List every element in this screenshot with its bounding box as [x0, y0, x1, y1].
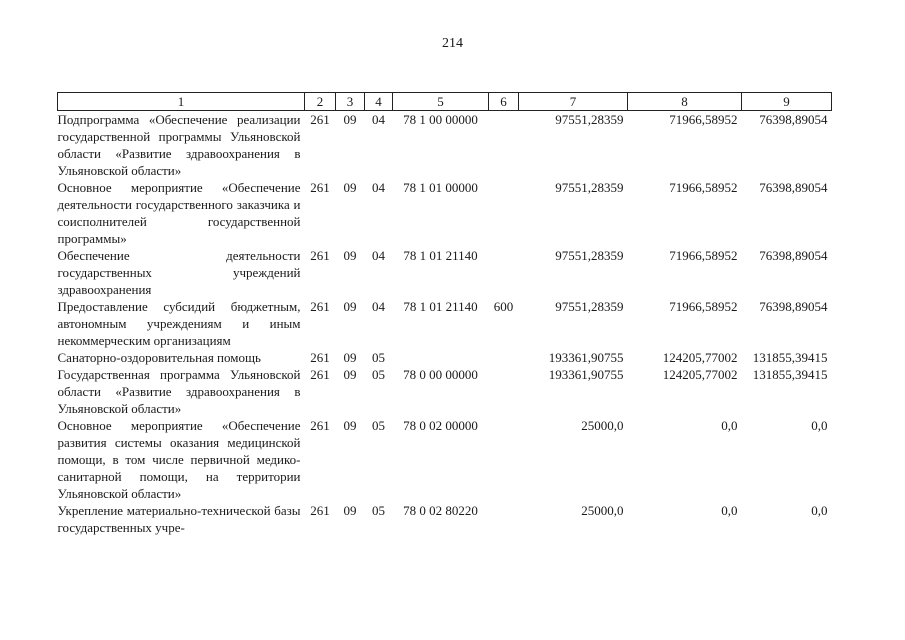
row-amount-8: 0,0 — [721, 503, 738, 518]
row-code-3: 09 — [343, 503, 357, 518]
page-number: 214 — [442, 36, 463, 51]
row-amount-9: 76398,89054 — [759, 299, 828, 314]
row-name: Предоставление субсидий бюджетным, автономным учреждениям и иным некоммерческим организациям — [57, 299, 301, 348]
header-col-9: 9 — [742, 93, 832, 111]
row-code-5 — [393, 349, 489, 366]
row-code-2: 261 — [310, 418, 330, 433]
table-row — [58, 111, 832, 180]
row-name: Государственная программа Ульяновской области «Развитие здравоохранения в Ульяновской области» — [57, 367, 301, 416]
row-code-6: 600 — [493, 299, 514, 314]
row-amount-7: 97551,28359 — [555, 299, 624, 314]
header-col-6: 6 — [489, 93, 519, 111]
row-code-6 — [489, 179, 519, 247]
row-code-6 — [489, 349, 519, 366]
row-code-4: 04 — [372, 180, 385, 195]
budget-table — [57, 92, 832, 536]
row-amount-8: 0,0 — [721, 418, 738, 433]
row-code-2: 261 — [310, 503, 330, 518]
row-amount-9: 76398,89054 — [759, 248, 828, 263]
row-code-3: 09 — [343, 418, 357, 433]
row-code-5: 78 0 02 80220 — [403, 503, 478, 518]
row-code-2: 261 — [310, 367, 330, 382]
row-amount-9: 76398,89054 — [759, 112, 828, 127]
row-amount-7: 193361,90755 — [548, 367, 624, 382]
row-amount-9: 0,0 — [811, 503, 828, 518]
row-code-4: 05 — [372, 367, 385, 382]
row-amount-8: 71966,58952 — [669, 112, 738, 127]
row-code-3: 09 — [343, 350, 357, 365]
row-name: Обеспечение деятельности государственных учреждений здравоохранения — [57, 248, 301, 297]
table-row — [58, 179, 832, 247]
table-row — [58, 502, 832, 536]
row-code-4: 04 — [372, 112, 385, 127]
row-code-6 — [489, 111, 519, 180]
row-code-4: 05 — [372, 418, 385, 433]
row-code-6 — [489, 366, 519, 417]
table-row — [58, 349, 832, 366]
row-code-4: 05 — [372, 350, 385, 365]
row-code-6 — [489, 502, 519, 536]
row-code-5: 78 0 00 00000 — [403, 367, 478, 382]
row-name: Укрепление материально-технической базы государственных учре- — [57, 503, 301, 535]
row-code-2: 261 — [310, 350, 330, 365]
row-code-2: 261 — [310, 299, 330, 314]
row-amount-7: 25000,0 — [581, 418, 624, 433]
row-code-3: 09 — [343, 180, 357, 195]
row-amount-8: 71966,58952 — [669, 180, 738, 195]
row-code-4: 04 — [372, 248, 385, 263]
row-code-4: 05 — [372, 503, 385, 518]
row-code-3: 09 — [343, 367, 357, 382]
table-row — [58, 417, 832, 502]
row-code-6 — [489, 247, 519, 298]
row-code-3: 09 — [343, 112, 357, 127]
row-amount-8: 124205,77002 — [662, 350, 738, 365]
row-code-5: 78 0 02 00000 — [403, 418, 478, 433]
row-code-4: 04 — [372, 299, 385, 314]
table-row — [58, 366, 832, 417]
header-col-2: 2 — [305, 93, 336, 111]
header-col-5: 5 — [393, 93, 489, 111]
row-code-6 — [489, 417, 519, 502]
row-code-3: 09 — [343, 248, 357, 263]
table-body — [58, 111, 832, 537]
row-code-2: 261 — [310, 112, 330, 127]
row-amount-9: 76398,89054 — [759, 180, 828, 195]
row-code-5: 78 1 00 00000 — [403, 112, 478, 127]
row-amount-9: 131855,39415 — [752, 350, 828, 365]
row-amount-8: 71966,58952 — [669, 248, 738, 263]
row-code-2: 261 — [310, 180, 330, 195]
row-name: Основное мероприятие «Обеспечение деятельности государственного заказчика и соисполнителей государственной программы» — [57, 180, 301, 246]
row-amount-9: 131855,39415 — [752, 367, 828, 382]
row-code-5: 78 1 01 21140 — [403, 299, 478, 314]
row-code-5: 78 1 01 00000 — [403, 180, 478, 195]
row-amount-7: 97551,28359 — [555, 112, 624, 127]
header-col-3: 3 — [336, 93, 365, 111]
header-col-7: 7 — [519, 93, 628, 111]
row-amount-7: 193361,90755 — [548, 350, 624, 365]
header-col-8: 8 — [628, 93, 742, 111]
row-name: Подпрограмма «Обеспечение реализации государственной программы Ульяновской области «Развитие здравоохранения в Ульяновской области» — [57, 112, 301, 178]
row-code-2: 261 — [310, 248, 330, 263]
row-amount-7: 97551,28359 — [555, 180, 624, 195]
row-code-3: 09 — [343, 299, 357, 314]
row-name: Санаторно-оздоровительная помощь — [57, 350, 261, 365]
table-row — [58, 247, 832, 298]
row-amount-8: 71966,58952 — [669, 299, 738, 314]
table-row — [58, 298, 832, 349]
header-col-1: 1 — [58, 93, 305, 111]
row-name: Основное мероприятие «Обеспечение развития системы оказания медицинской помощи, в том числе первичной медико-санитарной помощи, на территории Ульяновской области» — [57, 418, 301, 501]
row-amount-7: 97551,28359 — [555, 248, 624, 263]
header-col-4: 4 — [365, 93, 393, 111]
table-header — [58, 93, 832, 111]
row-amount-9: 0,0 — [811, 418, 828, 433]
row-code-5: 78 1 01 21140 — [403, 248, 478, 263]
row-amount-7: 25000,0 — [581, 503, 624, 518]
row-amount-8: 124205,77002 — [662, 367, 738, 382]
